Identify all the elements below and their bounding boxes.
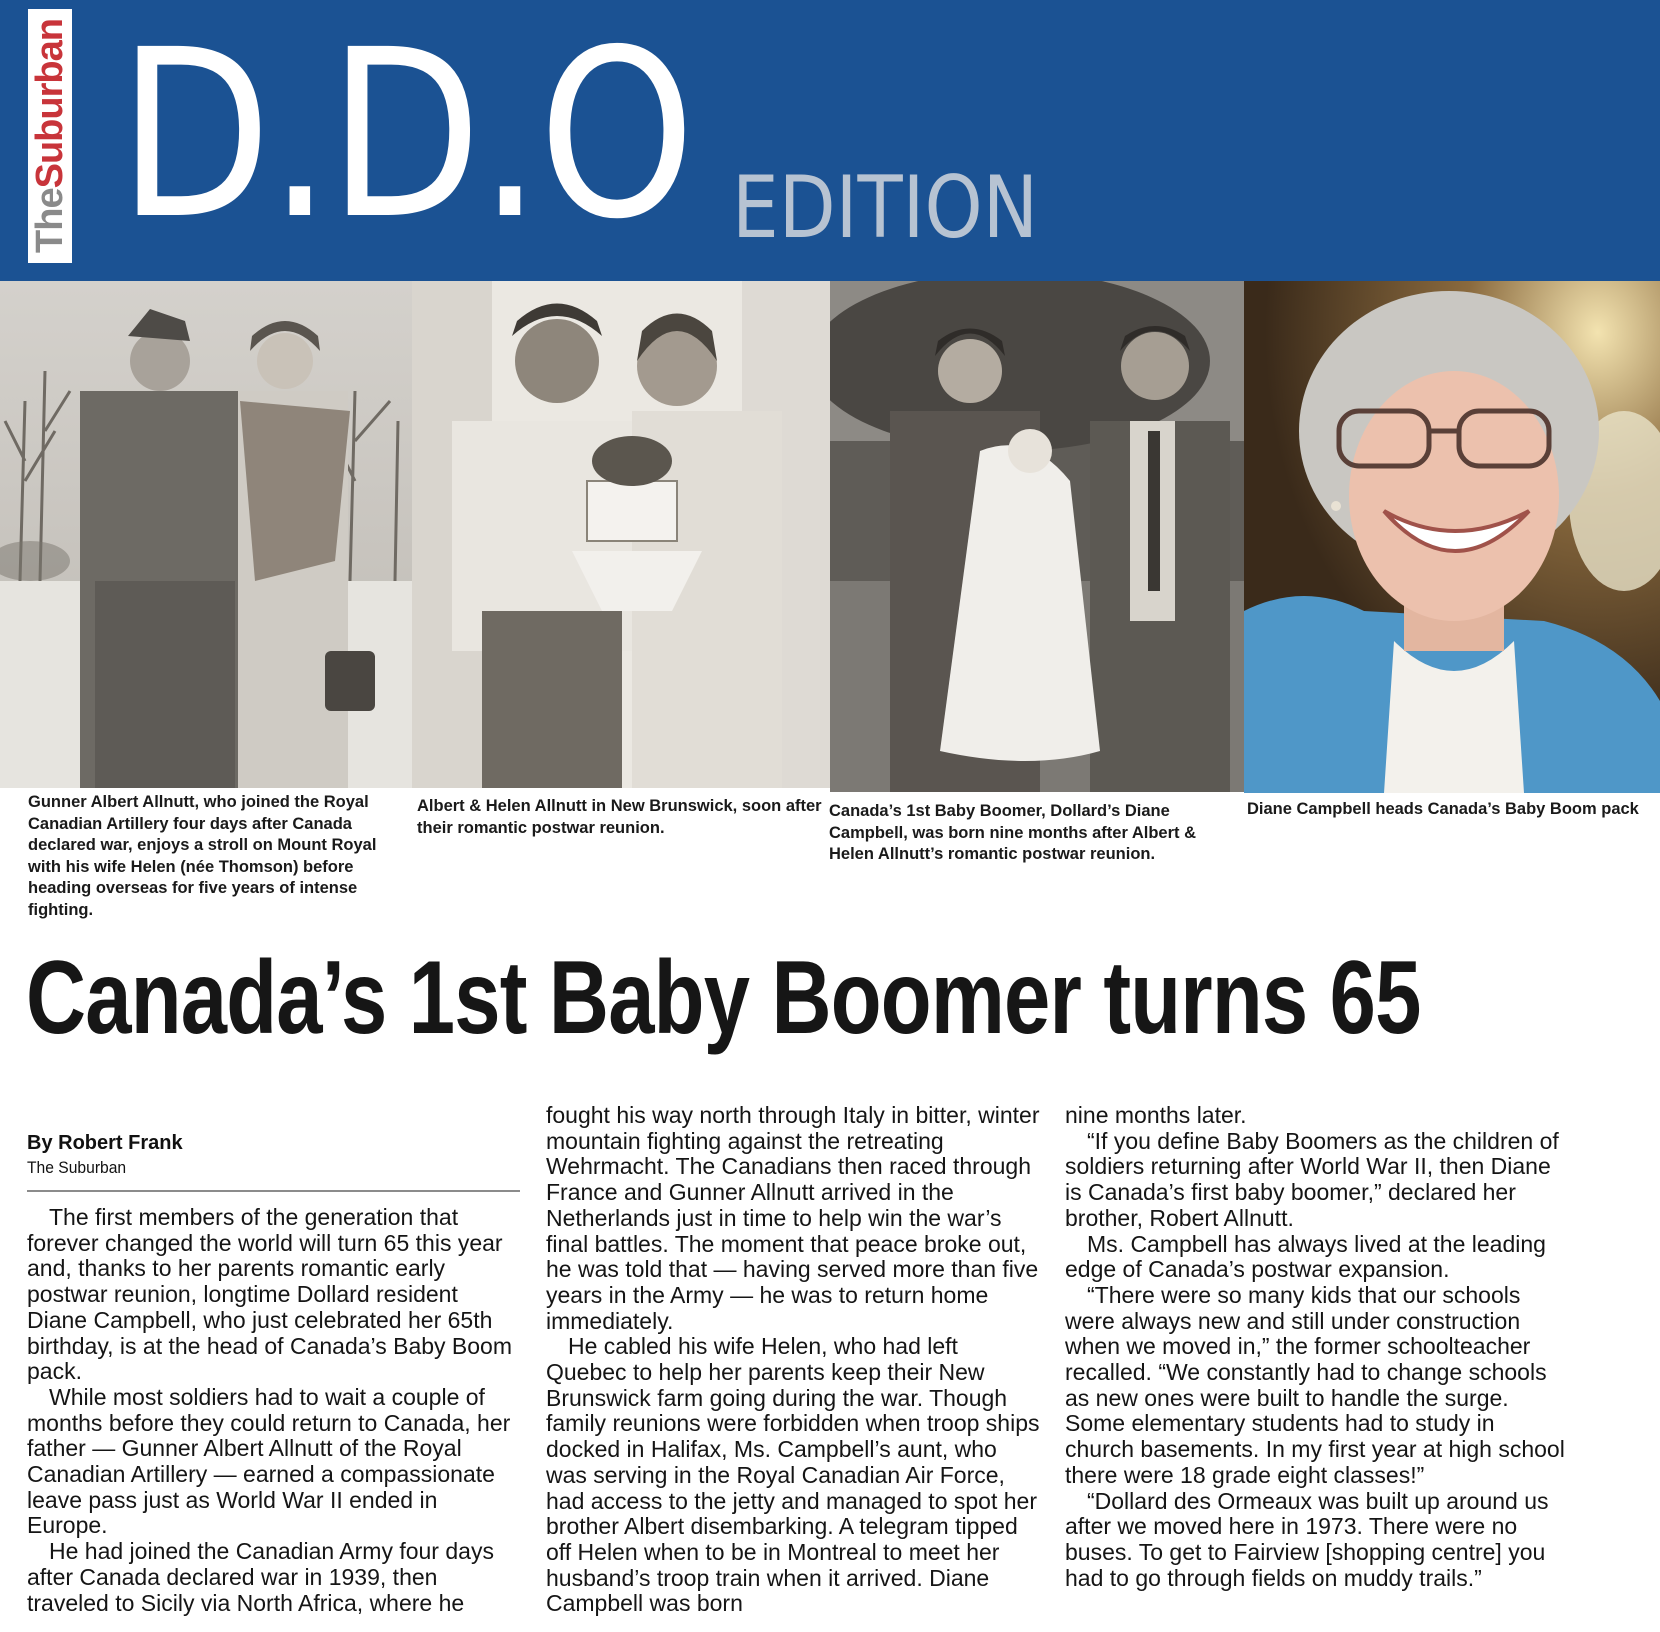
logo-the-text: The [29,188,71,253]
photo-caption-3: Canada’s 1st Baby Boomer, Dollard’s Diane Campbell, was born nine months after Albert & Helen Allnutt’s romantic postwar reunion. [829,802,1197,863]
article-paragraph-continued: nine months later. [1065,1102,1247,1128]
the-suburban-logo [28,9,72,263]
article-column-2 [546,1103,1042,1617]
byline-divider [27,1190,520,1192]
photo-albert-helen-new-brunswick [412,281,830,788]
article-paragraph: Ms. Campbell has always lived at the leading edge of Canada’s postwar expansion. [1065,1230,1546,1283]
article-paragraph-continued: fought his way north through Italy in bitter, winter mountain fighting against the retreating Wehrmacht. The Canadians then raced through France and Gunner Allnutt arrived in the Netherlands just in time to help win the war’s final battles. The moment that peace broke out, he was told that — having served more than five years in the Army — he was to return home immediately. [546,1102,1040,1334]
photo-diane-campbell-portrait [1244,281,1660,793]
masthead-banner [0,0,1660,281]
edition-title: D.D.O [118,0,692,270]
logo-suburban-text: Suburban [29,19,71,189]
photo-caption-2: Albert & Helen Allnutt in New Brunswick, soon after their romantic postwar reunion. [417,797,822,837]
photo-allnutt-family-baby-diane [830,281,1244,792]
article-headline: Canada’s 1st Baby Boomer turns 65 [26,940,1421,1056]
photo-albert-helen-mount-royal [0,281,412,788]
article-column-3 [1065,1103,1565,1591]
article-paragraph: The first members of the generation that forever changed the world will turn 65 this year and, thanks to her parents romantic early postwar reunion, longtime Dollard resident Diane Campbell, who just celebrated her 65th birthday, is at the head of Canada’s Baby Boom pack. [27,1204,513,1385]
photo-caption-1: Gunner Albert Allnutt, who joined the Royal Canadian Artillery four days after Canada declared war, enjoys a stroll on Mount Royal with his wife Helen (née Thomson) before heading overseas for five years of intense fighting. [28,793,377,919]
article-column-1 [27,1205,523,1616]
article-paragraph: “There were so many kids that our schools were always new and still under construction when we moved in,” the former schoolteacher recalled. “We constantly had to change schools as new ones were built to handle the surge. Some elementary students had to study in church basements. In my first year at high school there were 18 grade eight classes!” [1065,1281,1565,1488]
byline-publication: The Suburban [27,1158,127,1177]
photo-caption-4: Diane Campbell heads Canada’s Baby Boom pack [1247,800,1639,818]
byline-author: By Robert Frank [27,1132,183,1154]
article-paragraph: “If you define Baby Boomers as the children of soldiers returning after World War II, then Diane is Canada’s first baby boomer,” declared her brother, Robert Allnutt. [1065,1127,1559,1231]
article-paragraph: “Dollard des Ormeaux was built up around us after we moved here in 1973. There were no buses. To get to Fairview [shopping centre] you had to go through fields on muddy trails.” [1065,1487,1549,1591]
article-paragraph: While most soldiers had to wait a couple of months before they could return to Canada, her father — Gunner Albert Allnutt of the Royal Canadian Artillery — earned a compassionate leave pass just as World War II ended in Europe. [27,1383,511,1539]
article-paragraph: He had joined the Canadian Army four days after Canada declared war in 1939, then traveled to Sicily via North Africa, where he [27,1538,494,1616]
article-paragraph: He cabled his wife Helen, who had left Quebec to help her parents keep their New Brunswick farm going during the war. Though family reunions were forbidden when troop ships docked in Halifax, Ms. Campbell’s aunt, who was serving in the Royal Canadian Air Force, had access to the jetty and managed to spot her brother Albert disembarking. A telegram tipped off Helen when to be in Montreal to meet her husband’s troop train when it arrived. Diane Campbell was born [546,1333,1040,1617]
edition-label: EDITION [732,158,1039,258]
